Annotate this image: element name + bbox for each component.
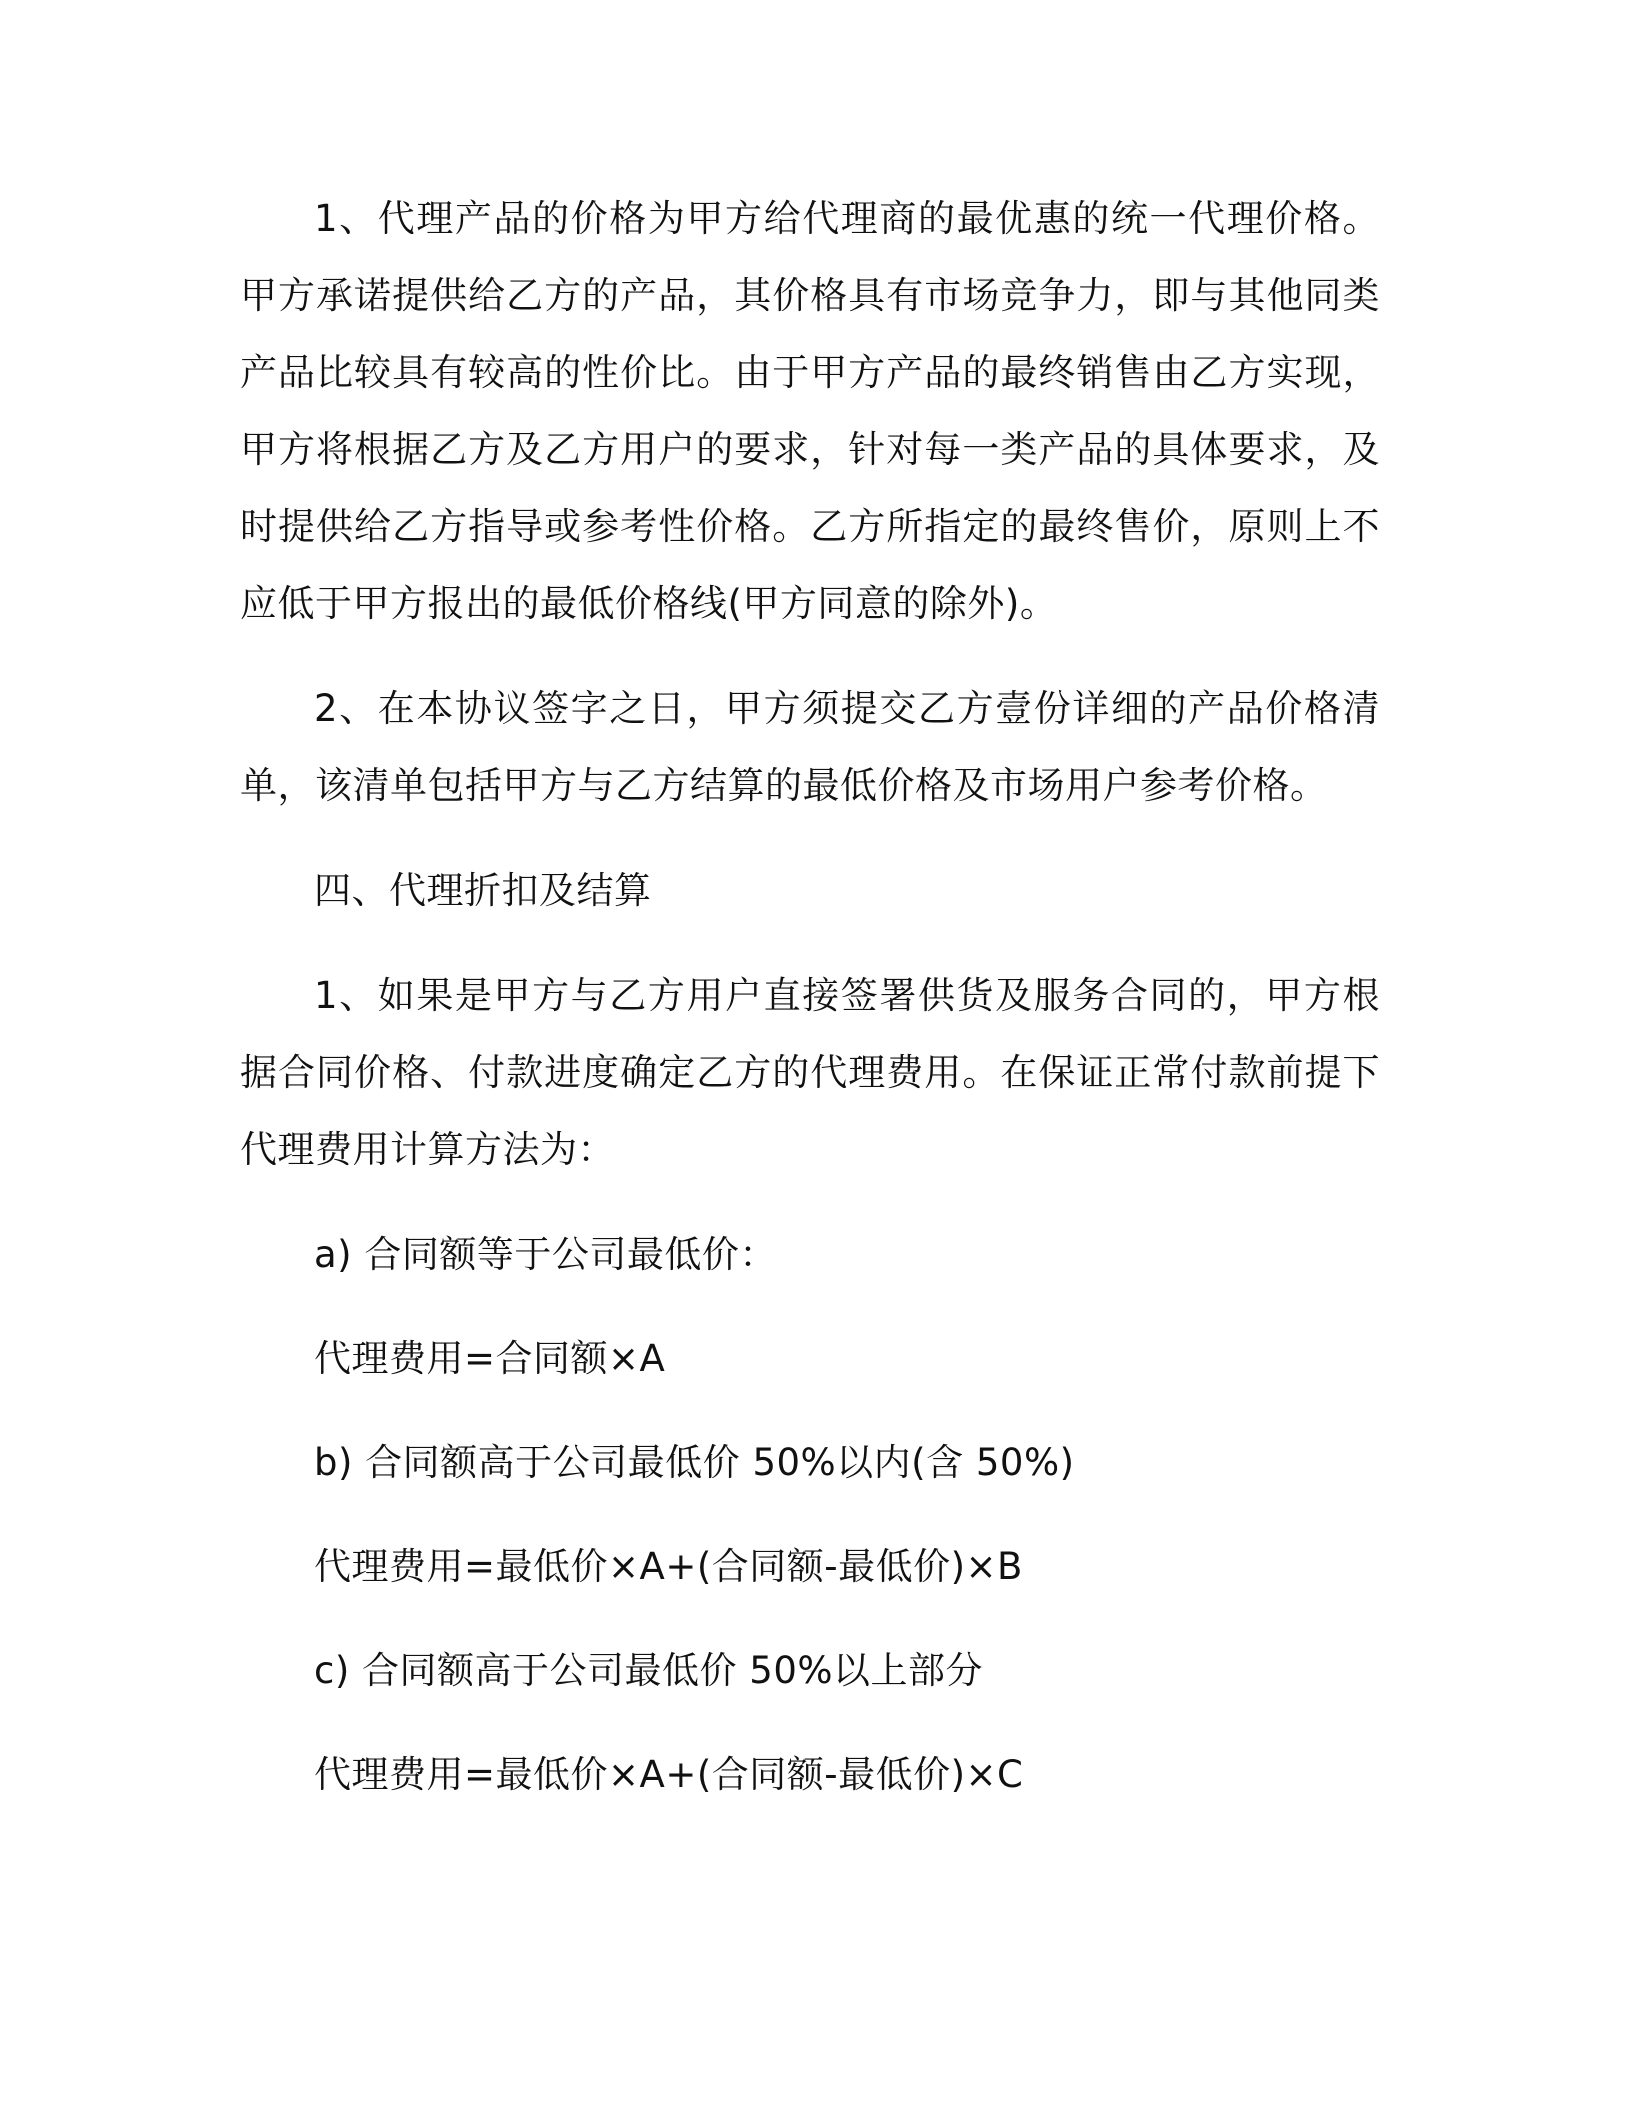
spacer [240, 1188, 1380, 1216]
section-heading: 四、代理折扣及结算 [314, 869, 652, 912]
pricing-clause-1: 1、代理产品的价格为甲方给代理商的最优惠的统一代理价格。甲方承诺提供给乙方的产品，其价格具有市场竞争力，即与其他同类产品比较具有较高的性价比。由于甲方产品的最终销售由乙方实现，甲方将根据乙方及乙方用户的要求，针对每一类产品的具体要求，及时提供给乙方指导或参考性价格。乙方所指定的最终售价，原则上不应低于甲方报出的最低价格线(甲方同意的除外)。 [240, 197, 1380, 625]
spacer [240, 1397, 1380, 1424]
discount-clause-1: 1、如果是甲方与乙方用户直接签署供货及服务合同的，甲方根据合同价格、付款进度确定乙方的代理费用。在保证正常付款前提下代理费用计算方法为： [240, 974, 1380, 1171]
spacer [240, 642, 1380, 670]
case-c-label: c) 合同额高于公司最低价 50%以上部分 [314, 1649, 984, 1692]
case-b-label: b) 合同额高于公司最低价 50%以内(含 50%) [314, 1441, 1075, 1484]
document-body [240, 180, 1380, 1813]
case-b-formula: 代理费用=最低价×A+(合同额-最低价)×B [314, 1545, 1023, 1588]
spacer [240, 929, 1380, 957]
pricing-clause-2: 2、在本协议签字之日，甲方须提交乙方壹份详细的产品价格清单，该清单包括甲方与乙方结算的最低价格及市场用户参考价格。 [240, 687, 1380, 807]
case-a-label: a) 合同额等于公司最低价： [314, 1233, 777, 1276]
spacer [240, 1709, 1380, 1736]
spacer [240, 1605, 1380, 1632]
case-c-formula: 代理费用=最低价×A+(合同额-最低价)×C [314, 1753, 1024, 1796]
spacer [240, 1293, 1380, 1320]
case-a-formula: 代理费用=合同额×A [314, 1337, 666, 1380]
spacer [240, 1501, 1380, 1528]
spacer [240, 824, 1380, 852]
